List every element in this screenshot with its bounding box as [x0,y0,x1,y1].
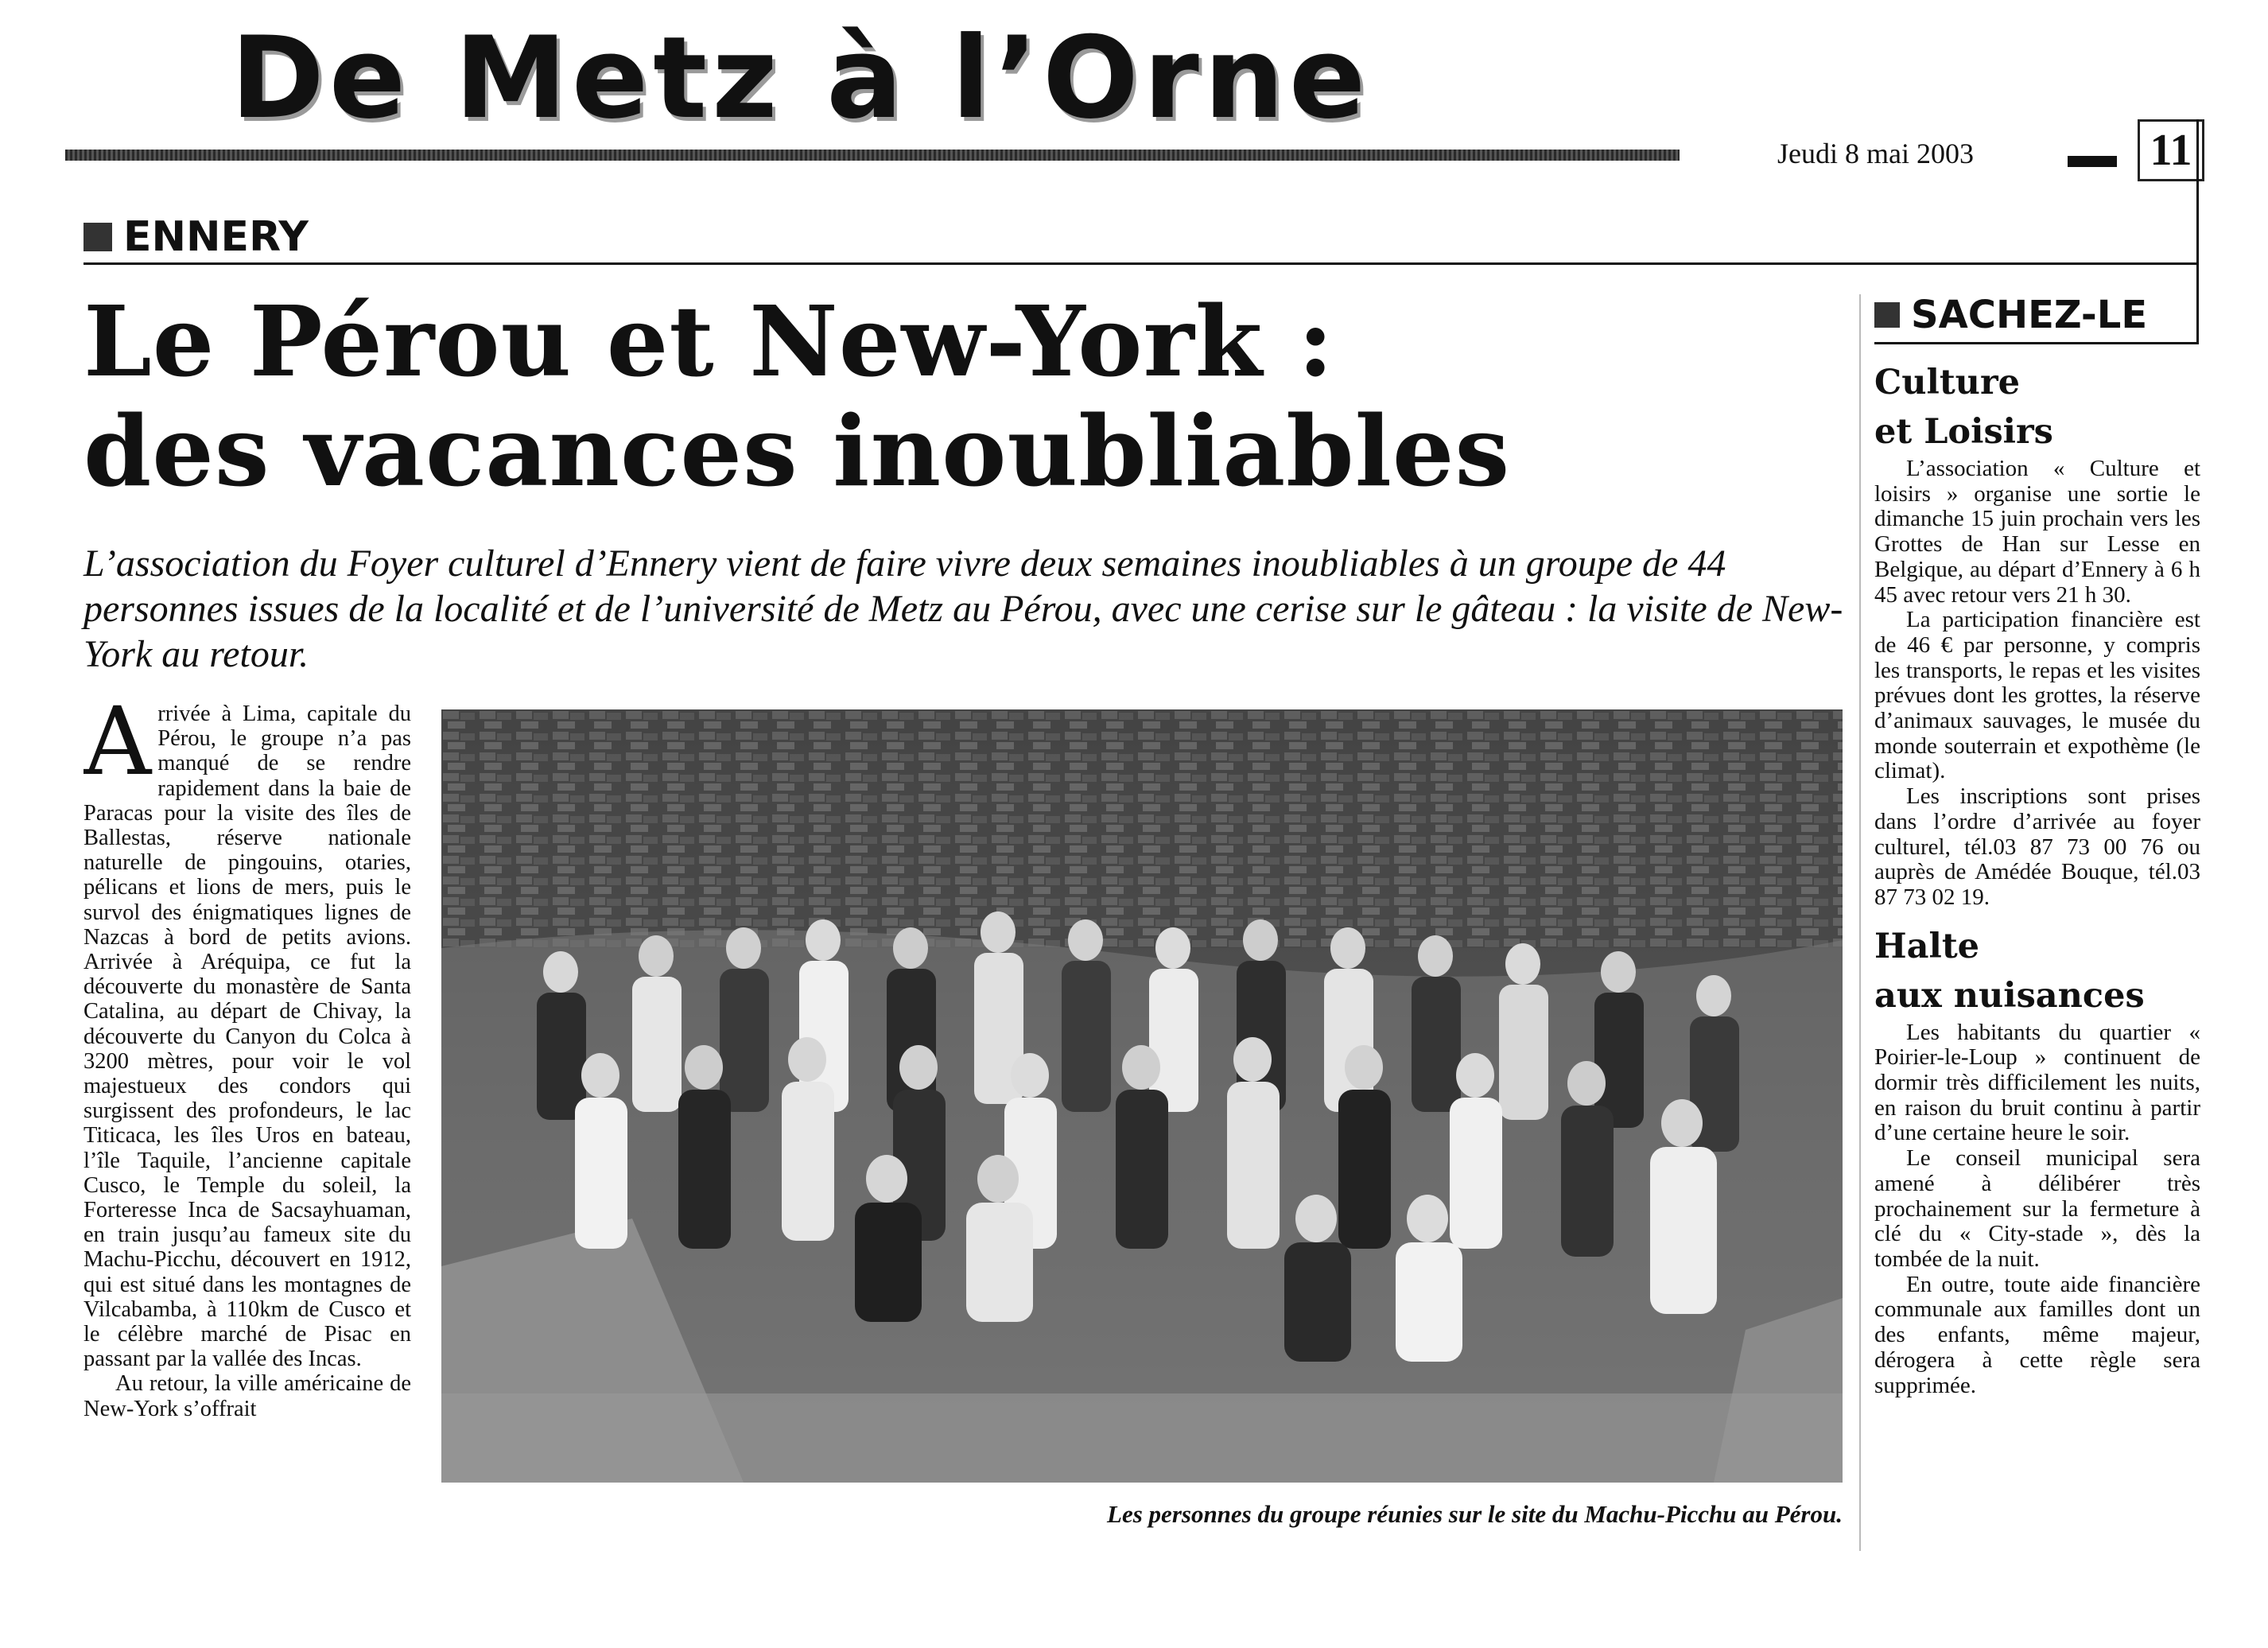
body-paragraph-1: Arrivée à Lima, capitale du Pérou, le groupe n’a pas manqué de se rendre rapidement dans la baie de Paracas pour la visite des îles de Ballestas, réserve nationale naturelle de pingouins, otaries, pélicans et lions de mers, puis le survol des énigmatiques lignes de Nazcas à bord de petits avions. Arrivée à Aréquipa, ce fut la découverte du monastère de Santa Catalina, au départ de Chivay, la découverte du Canyon du Colca à 3200 mètres, pour voir le vol majestueux des condors qui surgissent des profondeurs, le lac Titicaca, les îles Uros en bateau, l’île Taquile, l’ancienne capitale Cusco, le Temple du soleil, la Forteresse Inca de Sacsayhuaman, en train jusqu’au fameux site du Machu-Picchu, découvert en 1912, qui est situé dans les montagnes de Vilcabamba, à 110km de Cusco et le célèbre marché de Pisac en passant par la vallée des Incas. [83,702,411,1372]
masthead-rule [65,150,1680,161]
group-photo-image [441,709,1843,1483]
sidebar-rubric-label: SACHEZ-LE [1911,293,2148,337]
drop-cap: A [83,702,152,796]
rubric-square-icon [83,223,112,251]
article-lede: L’association du Foyer culturel d’Ennery vient de faire vivre deux semaines inoubliables à un groupe de 44 personnes issues de la localité et de l’université de Metz au Pérou, avec une cerise sur le gâteau : la visite de New-York au retour. [83,542,1843,675]
headline-line-2: des vacances inoubliables [83,394,1511,508]
sidebar-item1-title: Culture et Loisirs [1874,363,2053,452]
right-border-rule [2196,119,2199,342]
sidebar-item2-title: Halte aux nuisances [1874,926,2145,1016]
sidebar-item2-paragraph-1: Les habitants du quartier « Poirier-le-Loup » continuent de dormir très difficilement les nuits, en raison du bruit continu à partir d’une certaine heure le soir. [1874,1019,2200,1146]
issue-date: Jeudi 8 mai 2003 [1777,138,1974,169]
article-body-column [83,702,411,1553]
sidebar-column [1874,358,2200,1555]
headline-line-1: Le Pérou et New-York : [83,284,1334,398]
section-rubric [83,213,309,261]
article-headline [83,286,1833,506]
sidebar-item1-paragraph-1: L’association « Culture et loisirs » organise une sortie le dimanche 15 juin prochain vers les Grottes de Han sur Lesse en Belgique, au départ d’Ennery à 6 h 45 avec retour vers 21 h 30. [1874,456,2200,608]
sidebar-divider [1859,294,1861,1551]
section-rule [83,262,2199,265]
rubric-square-icon [1874,302,1900,328]
sidebar-item2-paragraph-3: En outre, toute aide financière communale aux familles dont un des enfants, même majeur, dérogera à cette règle sera supprimée. [1874,1271,2200,1398]
body-paragraph-2: Au retour, la ville américaine de New-York s’offrait [83,1371,411,1421]
sidebar-item1-paragraph-2: La participation financière est de 46 € par personne, y compris les transports, le repas et les visites prévues dont les grottes, la réserve d’animaux sauvages, le musée du monde souterrain et expothème (le climat). [1874,607,2200,784]
masthead-title: De Metz à l’Orne [231,13,1371,144]
sidebar-rubric [1874,293,2148,337]
group-photo [441,709,1843,1483]
sidebar-item2-paragraph-2: Le conseil municipal sera amené à délibérer très prochainement sur la fermeture à clé du « City-stade », dès la tombée de la nuit. [1874,1145,2200,1272]
date-dash [2068,156,2117,167]
sidebar-item2-text [1874,1020,2200,1399]
sidebar-rule [1874,342,2199,344]
photo-caption: Les personnes du groupe réunies sur le site du Machu-Picchu au Pérou. [1107,1500,1843,1528]
sidebar-item1-paragraph-3: Les inscriptions sont prises dans l’ordre d’arrivée au foyer culturel, tél.03 87 73 00 76 ou auprès de Amédée Bouque, tél.03 87 73 02 19. [1874,783,2200,910]
sidebar-item1-text [1874,457,2200,911]
section-rubric-label: ENNERY [123,213,309,261]
page-number: 11 [2138,119,2204,181]
